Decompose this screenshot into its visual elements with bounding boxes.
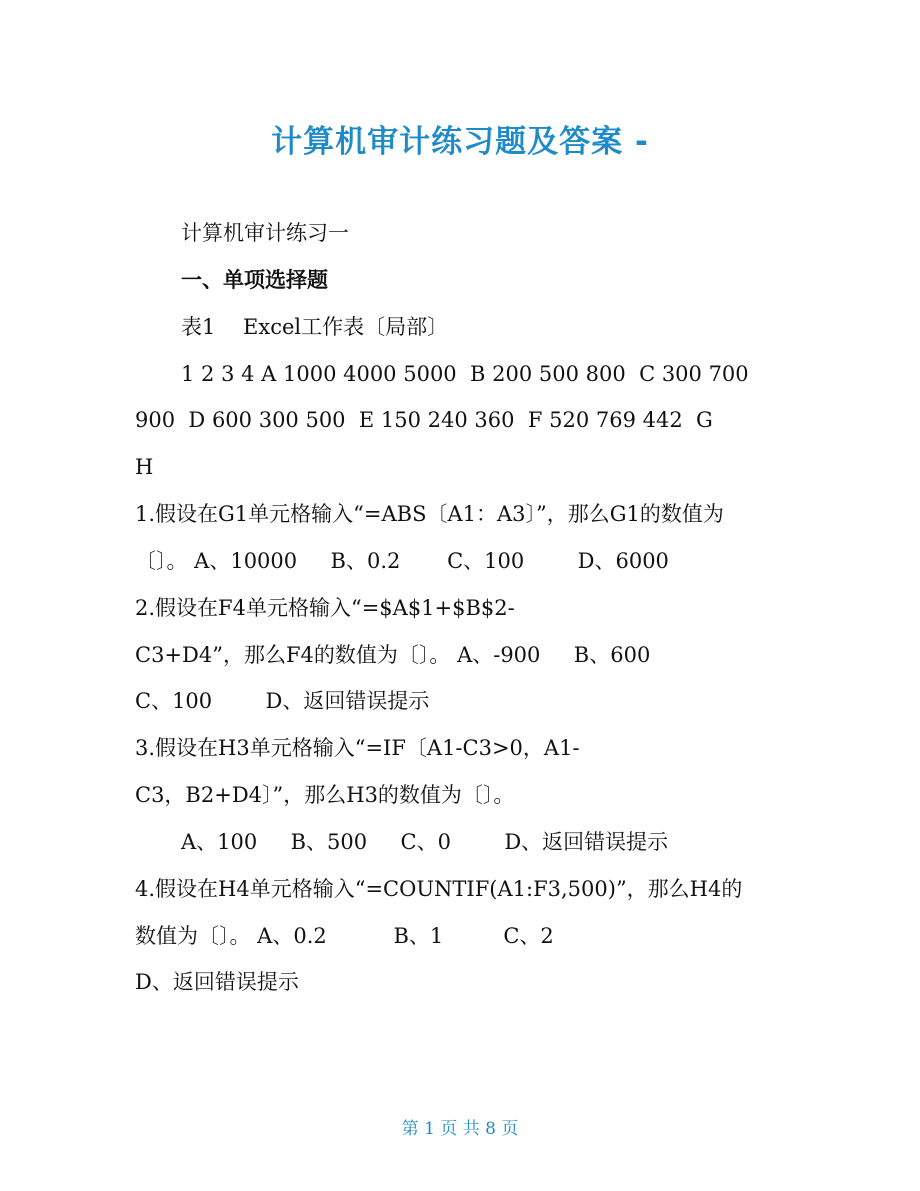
question-4-text-continued: 数值为〔〕。 A、0.2 B、1 C、2 — [135, 924, 554, 948]
table-data-line: 900 D 600 300 500 E 150 240 360 F 520 769 442 G — [135, 408, 713, 432]
question-4-text: 4.假设在H4单元格输入“=COUNTIF(A1:F3,500)”，那么H4的 — [135, 877, 743, 901]
question-2-options: C、100 D、返回错误提示 — [135, 689, 430, 713]
question-2-text: 2.假设在F4单元格输入“=$A$1+$B$2- — [135, 596, 515, 620]
question-4-options: D、返回错误提示 — [135, 970, 299, 994]
question-1-options: 〔〕。 A、10000 B、0.2 C、100 D、6000 — [135, 549, 669, 573]
section-heading: 计算机审计练习一 — [181, 221, 349, 245]
document-title: 计算机审计练习题及答案 - — [271, 124, 649, 160]
table-data-line: 1 2 3 4 A 1000 4000 5000 B 200 500 800 C 300 700 — [181, 362, 749, 386]
question-type-heading: 一、单项选择题 — [181, 268, 328, 292]
question-3-text-continued: C3，B2+D4〕”，那么H3的数值为〔〕。 — [135, 783, 515, 807]
question-1-text: 1.假设在G1单元格输入“=ABS〔A1：A3〕”，那么G1的数值为 — [135, 502, 724, 526]
table-data-line: H — [135, 455, 154, 479]
question-3-options: A、100 B、500 C、0 D、返回错误提示 — [181, 830, 669, 854]
question-3-text: 3.假设在H3单元格输入“=IF〔A1-C3>0，A1- — [135, 736, 580, 760]
question-2-text-continued: C3+D4”，那么F4的数值为〔〕。 A、-900 B、600 — [135, 643, 651, 667]
table-caption: 表1 Excel工作表〔局部〕 — [181, 315, 449, 339]
page-footer: 第 1 页 共 8 页 — [401, 1119, 519, 1139]
